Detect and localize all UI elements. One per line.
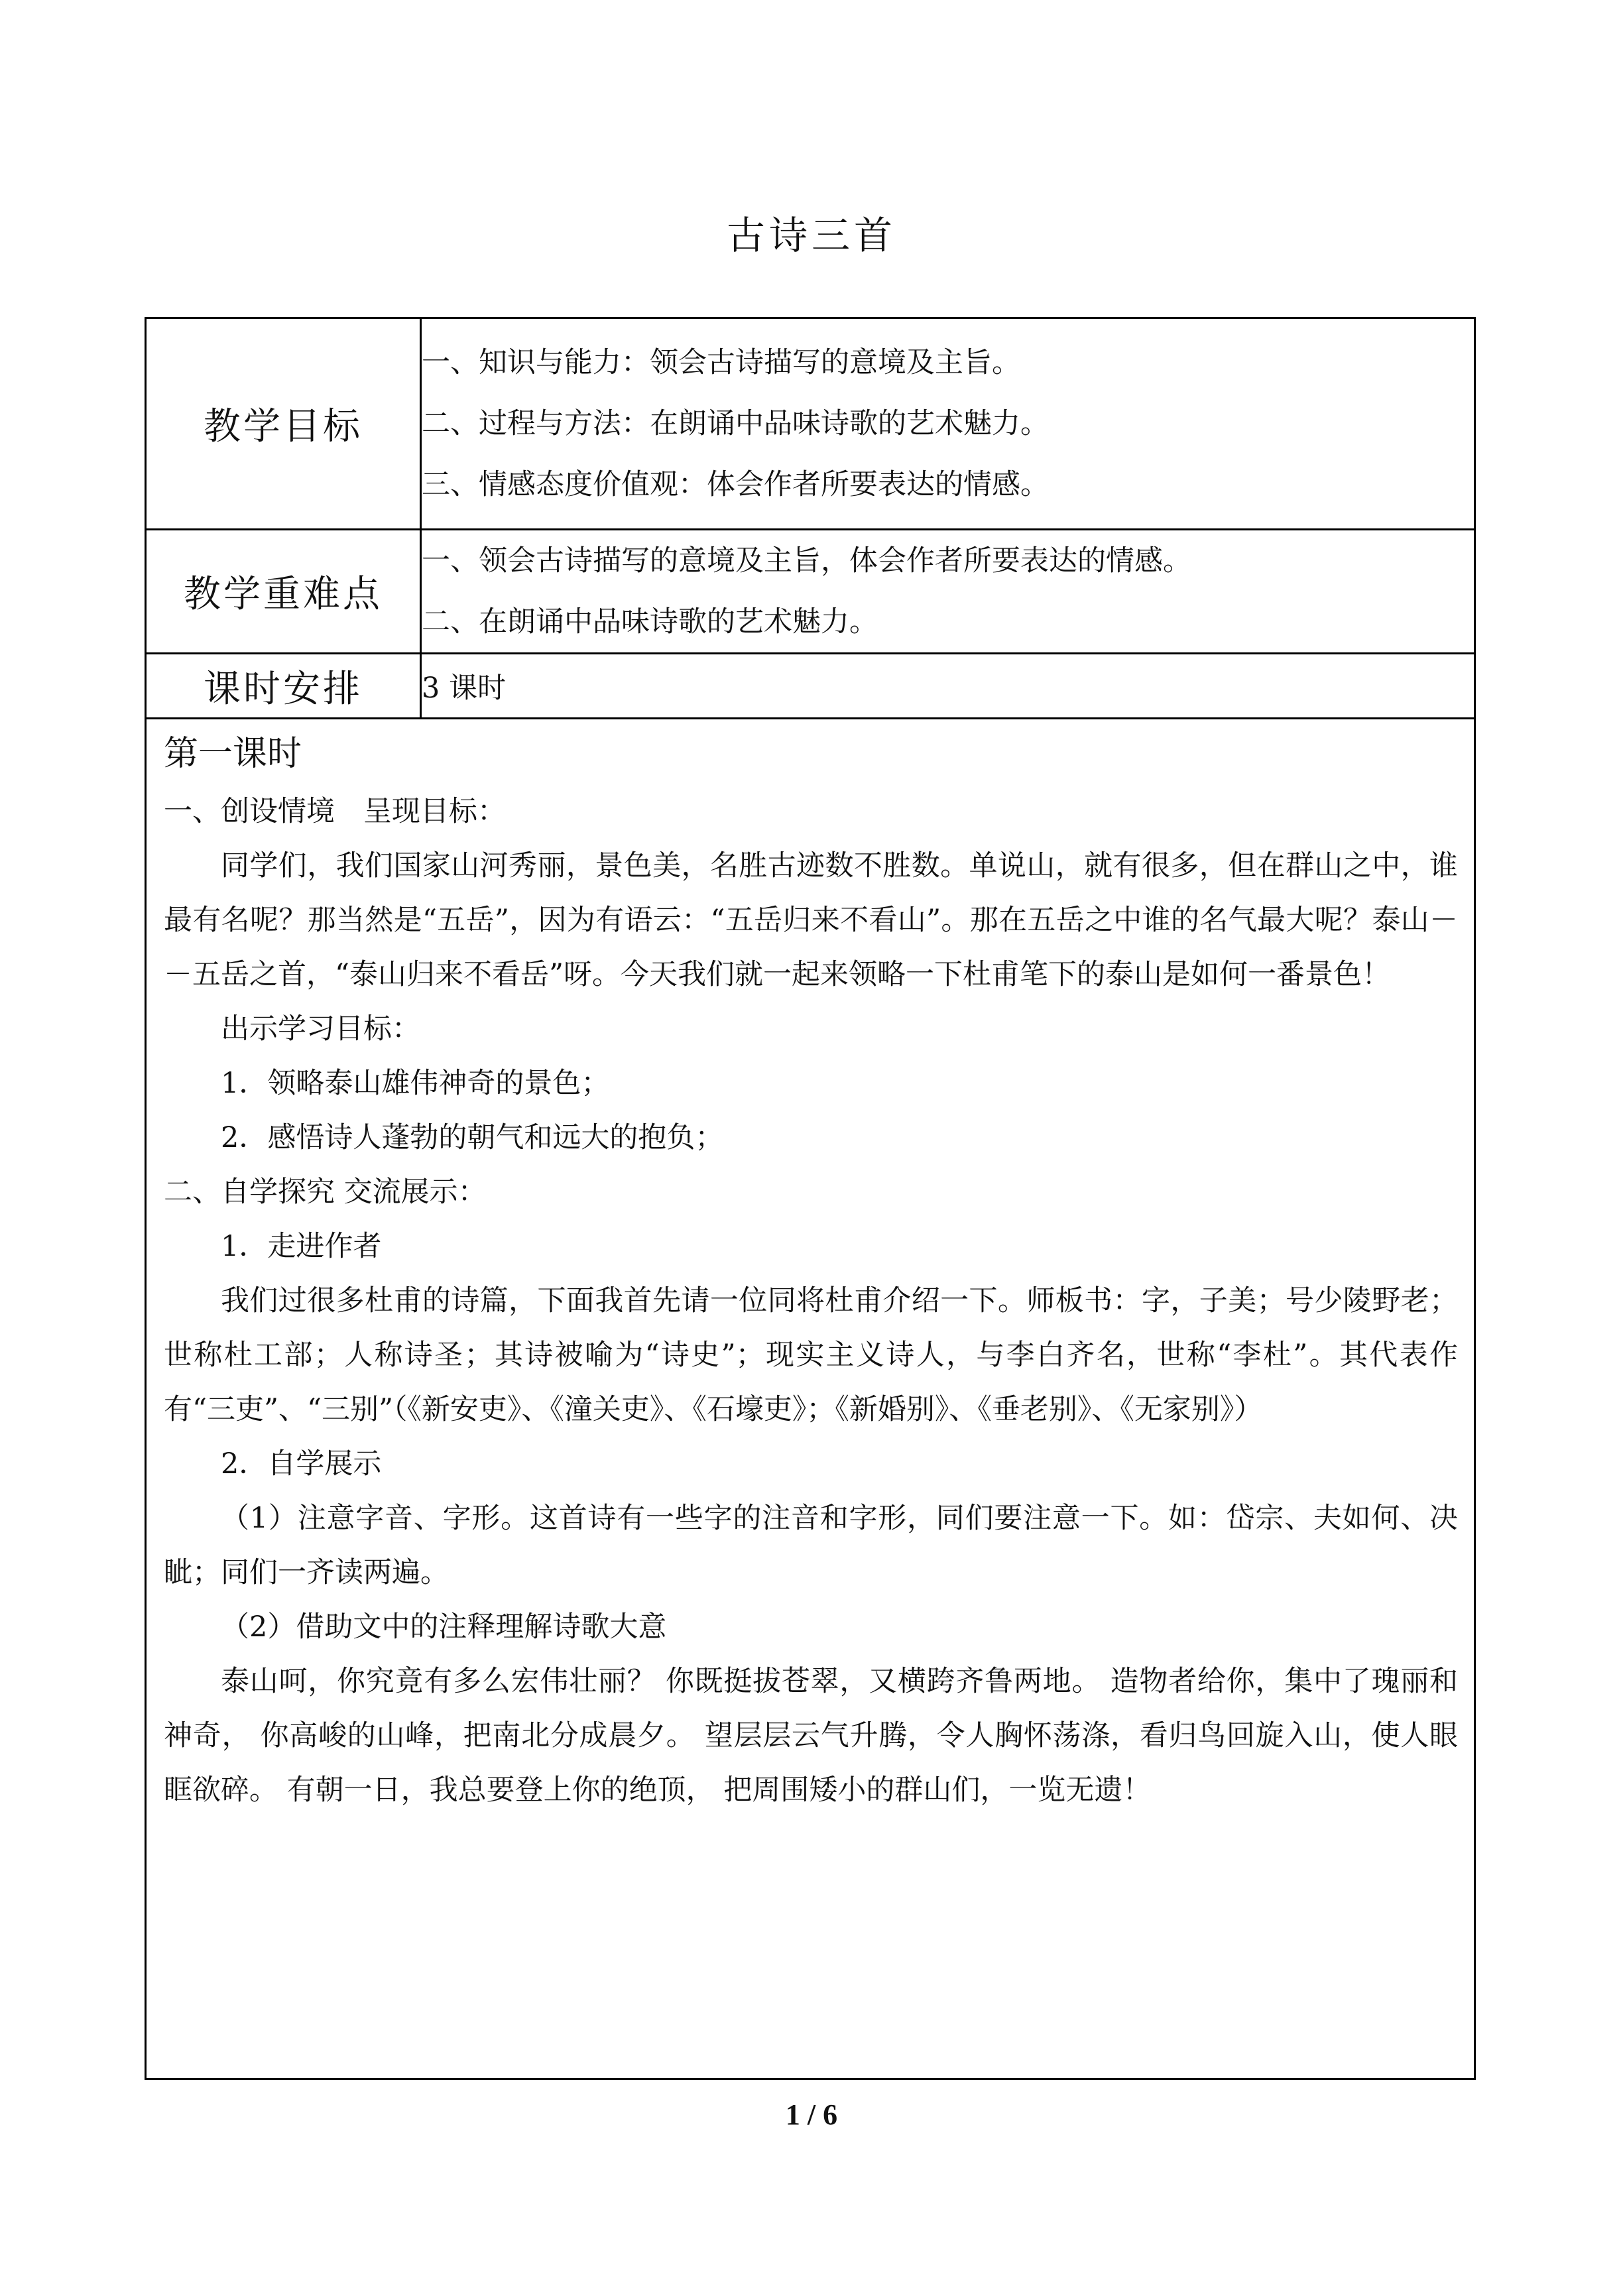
intro-paragraph: 同学们，我们国家山河秀丽，景色美，名胜古迹数不胜数。单说山，就有很多，但在群山之中，谁最有名呢？那当然是“五岳”，因为有语云：“五岳归来不看山”。那在五岳之中谁的名气最大呢？泰山－－五岳之首，“泰山归来不看岳”呀。今天我们就一起来领略一下杜甫笔下的泰山是如何一番景色！ [164, 849, 1458, 991]
sub-item: （1）注意字音、字形。这首诗有一些字的注音和字形，同们要注意一下。如：岱宗、夫如何、决眦；同们一齐读两遍。 [164, 1502, 1458, 1589]
lesson-title: 第一课时 [164, 734, 302, 774]
key-points-label: 教学重难点 [146, 530, 421, 654]
section-heading: 一、创设情境 呈现目标： [164, 795, 506, 828]
objective-line: 一、知识与能力：领会古诗描写的意境及主旨。 [422, 346, 1020, 379]
schedule-label: 课时安排 [146, 654, 421, 719]
sub-item: （2）借助文中的注释理解诗歌大意 [221, 1610, 667, 1644]
list-item: 1．走进作者 [221, 1230, 382, 1263]
list-item: 2．自学展示 [221, 1447, 382, 1480]
author-paragraph: 我们过很多杜甫的诗篇，下面我首先请一位同将杜甫介绍一下。师板书：字，子美；号少陵野老；世称杜工部；人称诗圣；其诗被喻为“诗史”；现实主义诗人，与李白齐名，世称“李杜”。其代表作有“三吏”、“三别”（《新安吏》、《潼关吏》、《石壕吏》；《新婚别》、《垂老别》、《无家别》） [164, 1284, 1458, 1426]
key-point-line: 二、在朗诵中品味诗歌的艺术魅力。 [422, 605, 878, 638]
goal-item: 1．领略泰山雄伟神奇的景色； [221, 1067, 610, 1100]
section-heading: 二、自学探究 交流展示： [164, 1176, 487, 1209]
objectives-row [146, 318, 1475, 530]
lesson-info-table [145, 317, 1476, 719]
lesson-body [145, 714, 1476, 2080]
key-point-line: 一、领会古诗描写的意境及主旨，体会作者所要表达的情感。 [422, 544, 1191, 577]
page-title: 古诗三首 [726, 213, 896, 258]
objective-line: 三、情感态度价值观：体会作者所要表达的情感。 [422, 468, 1049, 501]
page-number: 1 / 6 [785, 2098, 838, 2131]
objectives-content [421, 318, 1475, 530]
key-points-content [421, 530, 1475, 654]
meaning-paragraph: 泰山呵，你究竟有多么宏伟壮丽？ 你既挺拔苍翠，又横跨齐鲁两地。 造物者给你，集中了瑰丽和神奇， 你高峻的山峰，把南北分成晨夕。 望层层云气升腾，令人胸怀荡涤，看归鸟回旋入山，使人眼眶欲碎。 有朝一日，我总要登上你的绝顶， 把周围矮小的群山们，一览无遗！ [164, 1665, 1458, 1807]
goal-item: 2．感悟诗人蓬勃的朝气和远大的抱负； [221, 1121, 724, 1154]
objective-line: 二、过程与方法：在朗诵中品味诗歌的艺术魅力。 [422, 407, 1049, 440]
schedule-row [146, 654, 1475, 719]
schedule-value: 3 课时 [421, 654, 1475, 719]
key-points-row [146, 530, 1475, 654]
objectives-label: 教学目标 [146, 318, 421, 530]
goals-heading: 出示学习目标： [221, 1012, 420, 1046]
